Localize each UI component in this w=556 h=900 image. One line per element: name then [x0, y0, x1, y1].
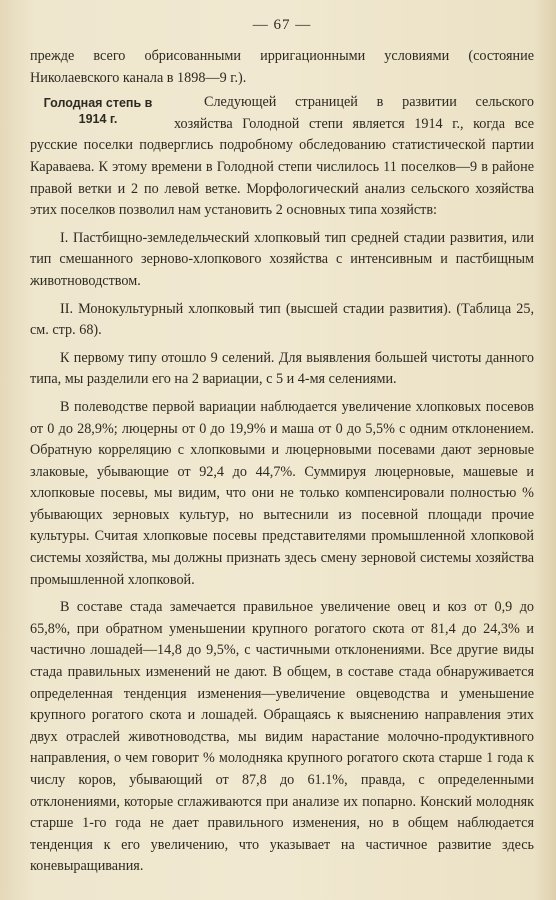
paragraph-field-crops: В полеводстве первой вариации наблюдается увеличение хлопковых посевов от 0 до 28,9%; люцерны от 0 до 19,9% и маша от 0 до 5,5% с одним отклонением. Обратную корреляцию с хлопковыми и люцерновыми посевами дают зерновые злаковые, убывающие от 92,4 до 44,7%. Суммируя люцерновые, машевые и хлопковые посевы, мы видим, что они не только компенсировали полностью % убывающих зерновых культур, но вытеснили из посевной площади прочие культуры. Считая хлопковые посевы представителями промышленной хлопковой системы хозяйства, мы должны признать здесь смену зерновой системы хозяйства промышленной хлопковой.	[30, 398, 534, 588]
page-number: — 67 —	[252, 17, 312, 33]
paragraph-type-2: II. Монокультурный хлопковый тип (высшей стадии развития). (Таблица 25, см. стр. 68).	[30, 300, 534, 339]
paragraph-first-type: К первому типу отошло 9 селений. Для выявления большей чистоты данного типа, мы разделили его на 2 вариации, с 5 и 4-мя селениями.	[30, 349, 534, 388]
paragraph-continuation: прежде всего обрисованными ирригационными условиями (состояние Николаевского канала в 1898—9 г.).	[30, 48, 534, 86]
paragraph-livestock: В составе стада замечается правильное увеличение овец и коз от 0,9 до 65,8%, при обратном уменьшении крупного рогатого скота от 81,4 до 24,3% и частично лошадей—14,8 до 9,5%, с частичными отклонениями. Все другие виды стада правильных изменений не дают. В общем, в составе стада обнаруживается определенная тенденция изменения—увеличение овцеводства и уменьшение крупного рогатого скота и лошадей. Обращаясь к выяснению направления этих двух отраслей животноводства, мы видим нарастание молочно-продуктивного направления, о чем говорит % молодняка крупного рогатого скота старше 1 года к числу коров, убывающий от 87,8 до 61.1%, правда, с определенными отклонениями, которые сглаживаются при анализе их попарно. Конский молодняк старше 1-го года не дает правильного изменения, но в общем наблюдается тенденция к его увеличению, что указывает на частичное развитие здесь коневыращивания.	[30, 599, 534, 875]
paragraph-1914: Следующей страницей в развитии сельского хозяйства Голодной степи является 1914 г., когда все русские поселки подверглись подробному обследованию статистической партии Караваева. К этому времени в Голодной степи числилось 11 поселков—9 в районе правой ветки и 2 по левой ветке. Морфологический анализ сельского хозяйства этих поселков позволил нам установить 2 основных типа хозяйств:	[30, 94, 534, 219]
paragraph-type-1: I. Пастбищно-земледельческий хлопковый тип средней стадии развития, или тип смешанного зерново-хлопкового хозяйства с интенсивным и пастбищным животноводством.	[30, 229, 534, 289]
margin-heading: Голодная степь в 1914 г.	[43, 96, 153, 127]
